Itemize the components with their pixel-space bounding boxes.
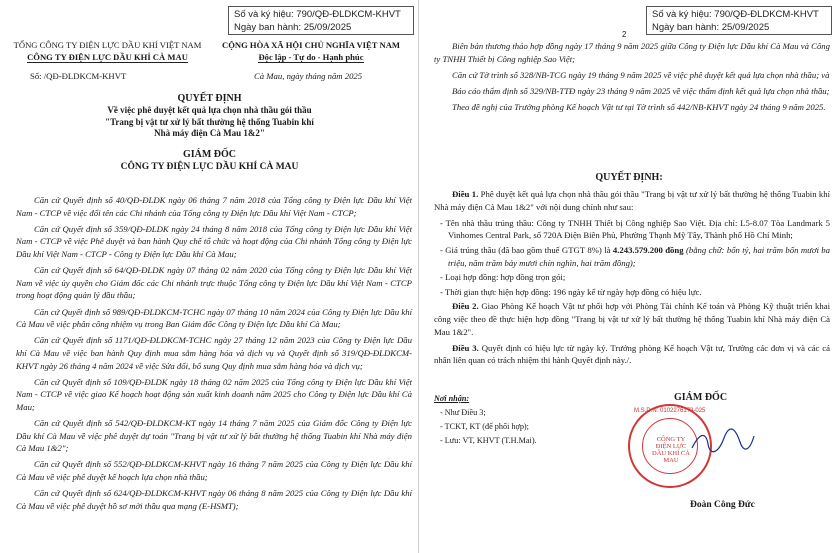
- signer-title: GIÁM ĐỐC: [674, 392, 728, 403]
- decision-subtitle-1: Về việc phê duyệt kết quả lựa chọn nhà thầu gói thầu: [107, 105, 312, 115]
- article-3-label: Điều 3.: [452, 342, 479, 353]
- contract-duration: - Thời gian thực hiện hợp đồng: 196 ngày kể từ ngày hợp đồng có hiệu lực.: [440, 286, 702, 297]
- legal-basis-item: Căn cứ Quyết định số 1171/QĐ-ĐLDKCM-TCHC ngày 27 tháng 12 năm 2023 của Công ty Điện lực Dầu khí Cà Mau về việc ban hành Quy định mua sắm hàng hóa và dịch vụ và Quyết định số 319/QĐ-ĐLDKCM-KHVT ngày 26 tháng 4 năm 2024 về việc Sửa đổi, bổ sung Quy định mua sắm hàng hóa và dịch vụ;: [16, 335, 412, 371]
- national-motto: Độc lập - Tự do - Hạnh phúc: [258, 52, 364, 62]
- article-3: [434, 342, 830, 367]
- decision-subtitle-2: "Trang bị vật tư xử lý bất thường hệ thống Tuabin khí: [105, 116, 314, 127]
- article-2-label: Điều 2.: [452, 301, 479, 312]
- legal-basis-item: Biên bản thương thảo hợp đồng ngày 17 tháng 9 năm 2025 giữa Công ty Điện lực Dầu khí Cà Mau và Công ty TNHH Thiết bị Công nghiệp Sao Việt;: [434, 41, 830, 64]
- contract-type: - Loại hợp đồng: hợp đồng trọn gói;: [440, 272, 566, 283]
- winning-bidder: - Tên nhà thầu trúng thầu: Công ty TNHH Thiết bị Công nghiệp Sao Việt. Địa chỉ: L5-8.07 Tòa Landmark 5 Vinhomes Central Park, số 720A Điện Biên Phủ, Phường Thạnh Mỹ Tây, Thành phố Hồ Chí Minh;: [440, 217, 830, 241]
- seal-center-text: CÔNG TY ĐIỆN LỰC DẦU KHÍ CÀ MAU: [652, 436, 690, 464]
- legal-basis-list: [16, 194, 412, 516]
- legal-basis-item: Căn cứ Quyết định số 624/QĐ-ĐLDKCM-KHVT ngày 06 tháng 8 năm 2025 của Công ty Điện lực Dầu khí Cà Mau về việc phê duyệt hồ sơ mời thầu qua mạng (E-HSMT);: [16, 488, 412, 511]
- national-title: CỘNG HÒA XÃ HỘI CHỦ NGHĨA VIỆT NAM: [221, 40, 401, 50]
- document-number: Số: /QĐ-ĐLDKCM-KHVT: [30, 71, 127, 81]
- authority-title: GIÁM ĐỐC: [182, 148, 237, 160]
- legal-basis-item: Căn cứ Quyết định số 552/QĐ-ĐLDKCM-KHVT ngày 16 tháng 7 năm 2025 của Công ty Điện lực Dầu khí Cà Mau về việc phê duyệt kế hoạch lựa chọn nhà thầu;: [16, 459, 412, 483]
- recipients-block: [434, 392, 537, 448]
- recipient-item: - TCKT, KT (để phối hợp);: [440, 422, 529, 431]
- authority-company: CÔNG TY ĐIỆN LỰC DẦU KHÍ CÀ MAU: [120, 161, 299, 172]
- legal-basis-item: Theo đề nghị của Trưởng phòng Kế hoạch Vật tư tại Tờ trình số 442/NB-KHVT ngày 24 tháng 9 năm 2025.: [452, 102, 826, 113]
- article-3-text: Quyết định có hiệu lực từ ngày ký. Trưởng phòng Kế hoạch Vật tư, Trưởng các đơn vị và các cá nhân liên quan có trách nhiệm thi hành Quyết định này./.: [434, 342, 831, 366]
- company-name: CÔNG TY ĐIỆN LỰC DẦU KHÍ CÀ MAU: [27, 52, 188, 62]
- seal-ring-text: M.S.D.N: 0102276173-025: [634, 408, 706, 414]
- article-1: [434, 188, 830, 213]
- organization-header: [4, 39, 211, 63]
- legal-basis-continued: [434, 40, 830, 117]
- price-prefix: - Giá trúng thầu (đã bao gồm thuế GTGT 8%) là: [440, 244, 613, 255]
- signature-icon: [688, 428, 758, 456]
- price-amount: 4.243.579.200 đồng: [612, 244, 684, 255]
- document-stamp: [228, 6, 414, 35]
- legal-basis-item: Căn cứ Quyết định số 109/QĐ-ĐLDK ngày 18 tháng 02 năm 2025 của Tổng công ty Điện lực Dầu khí Việt Nam - CTCP về việc giao Kế hoạch hoạt động sản xuất kinh doanh năm 2025 cho Công ty Điện lực Dầu khí Cà Mau;: [16, 376, 412, 412]
- recipient-item: - Lưu: VT, KHVT (T.H.Mai).: [440, 436, 537, 445]
- document-stamp: [646, 6, 832, 35]
- stamp-date: Ngày ban hành: 25/09/2025: [652, 22, 770, 33]
- signer-name: Đoàn Công Đức: [690, 500, 755, 510]
- recipient-item: - Như Điều 3;: [440, 408, 486, 417]
- stamp-number: Số và ký hiệu: 790/QĐ-ĐLDKCM-KHVT: [234, 9, 401, 20]
- stamp-date: Ngày ban hành: 25/09/2025: [234, 22, 352, 33]
- page-number: 2: [622, 30, 627, 39]
- decision-subtitle-3: Nhà máy điện Cà Mau 1&2": [154, 128, 265, 138]
- winning-price: [434, 244, 830, 269]
- legal-basis-item: Căn cứ Quyết định số 989/QĐ-ĐLDKCM-TCHC ngày 07 tháng 10 năm 2024 của Công ty Điện lực Dầu khí Cà Mau về việc phân công nhiệm vụ trong Ban Giám đốc Công ty Điện lực Dầu khí Cà Mau;: [16, 306, 412, 330]
- decision-articles: [434, 188, 830, 371]
- national-header: [205, 39, 417, 63]
- article-2-text: Giao Phòng Kế hoạch Vật tư phối hợp với Phòng Tài chính Kế toán và Phòng Kỹ thuật triển khai công việc theo đề thực hiện hợp đồng "Trang bị vật tư xử lý bất thường hệ thống Tuabin khí Nhà máy điện Cà Mau 1&2".: [434, 301, 831, 337]
- legal-basis-item: Căn cứ Quyết định số 542/QĐ-ĐLDKCM-KT ngày 14 tháng 7 năm 2025 của Giám đốc Công ty Điện lực Dầu khí Cà Mau về việc phê duyệt dự toán "Trang bị vật tư xử lý bất thường hệ thống Tuabin khí Nhà máy điện Cà Mau 1&2";: [16, 418, 412, 454]
- decision-title: QUYẾT ĐỊNH: [177, 93, 242, 104]
- recipients-title: Nơi nhận:: [434, 394, 470, 403]
- legal-basis-item: Căn cứ Quyết định số 40/QĐ-ĐLDK ngày 06 tháng 7 năm 2018 của Tổng công ty Điện lực Dầu khí Việt Nam - CTCP về việc đổi tên các Chi nhánh của Tổng công ty Điện lực Dầu khí Việt Nam - CTCP;: [16, 195, 412, 218]
- decision-section-title: QUYẾT ĐỊNH:: [595, 172, 663, 183]
- document-page-2: [420, 0, 838, 553]
- legal-basis-item: Căn cứ Tờ trình số 328/NB-TCG ngày 19 tháng 9 năm 2025 về việc phê duyệt kết quả lựa chọn nhà thầu; và: [452, 69, 830, 80]
- stamp-number: Số và ký hiệu: 790/QĐ-ĐLDKCM-KHVT: [652, 9, 819, 20]
- article-2: [434, 300, 830, 338]
- decision-heading: [0, 92, 419, 173]
- legal-basis-item: Căn cứ Quyết định số 64/QĐ-ĐLDK ngày 07 tháng 02 năm 2020 của Tổng công ty Điện lực Dầu khí Việt Nam về việc ủy quyền cho Giám đốc các Chi nhánh trực thuộc Tổng công ty Điện lực Dầu khí Việt Nam - CTCP trong hoạt động quản lý đầu thầu;: [16, 265, 412, 301]
- place-date: Cà Mau, ngày tháng năm 2025: [254, 71, 363, 81]
- legal-basis-item: Căn cứ Quyết định số 359/QĐ-ĐLDK ngày 24 tháng 8 năm 2018 của Tổng công ty Điện lực Dầu khí Việt Nam - CTCP về việc Phê duyệt và ban hành Quy chế tổ chức và hoạt động của Chi nhánh Tổng công ty Điện lực Dầu khí Việt Nam - CTCP - Công ty Điện lực Dầu khí Cà Mau;: [16, 223, 412, 259]
- legal-basis-item: Báo cáo thẩm định số 329/NB-TTĐ ngày 23 tháng 9 năm 2025 về việc thẩm định kết quả lựa chọn nhà thầu;: [452, 85, 830, 96]
- price-in-words: (bằng chữ: bốn tỷ, hai trăm bốn mươi ba triệu, năm trăm bảy mươi chín nghìn, hai trăm đồng);: [448, 244, 830, 268]
- parent-organization: TỔNG CÔNG TY ĐIỆN LỰC DẦU KHÍ VIỆT NAM: [13, 40, 202, 50]
- article-1-text: Phê duyệt kết quả lựa chọn nhà thầu gói thầu "Trang bị vật tư xử lý bất thường hệ thống Tuabin khí Nhà máy điện Cà Mau 1&2" với nội dung chính như sau:: [434, 189, 831, 212]
- article-1-label: Điều 1.: [452, 189, 479, 199]
